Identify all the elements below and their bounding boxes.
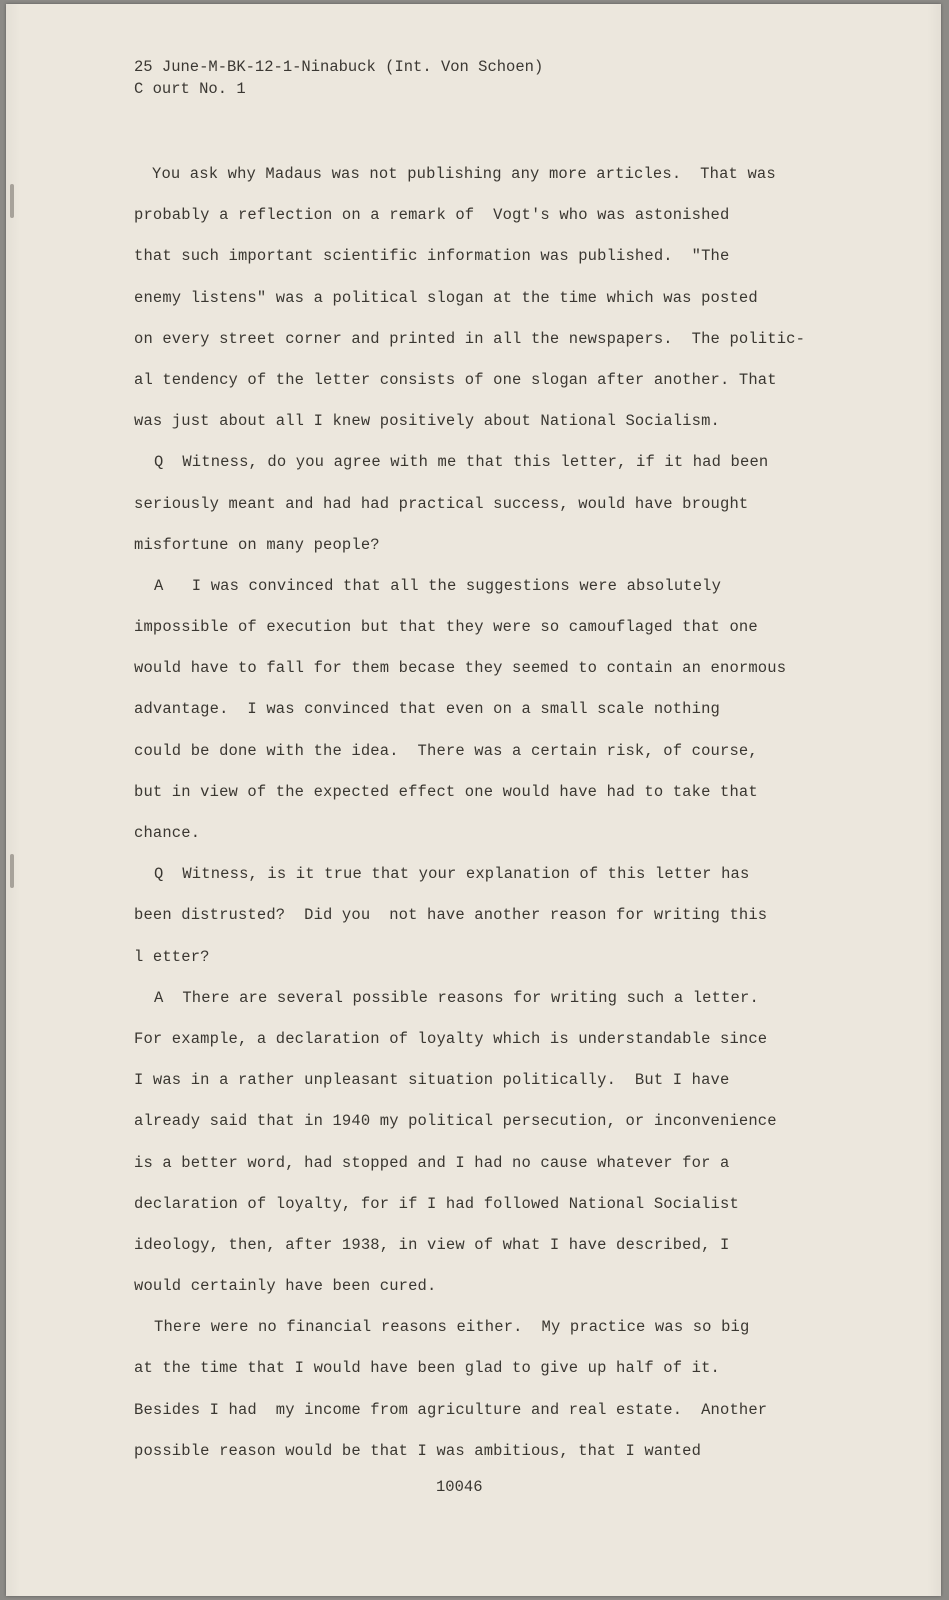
- text-line: been distrusted? Did you not have another reason for writing this: [134, 906, 768, 925]
- text-line: on every street corner and printed in all the newspapers. The politic-: [134, 329, 806, 348]
- text-line: impossible of execution but that they were so camouflaged that one: [134, 618, 758, 637]
- document-page: [6, 4, 941, 1596]
- text-line: would certainly have been cured.: [134, 1277, 437, 1296]
- text-line: is a better word, had stopped and I had no cause whatever for a: [134, 1153, 730, 1172]
- page-number: 10046: [436, 1478, 483, 1496]
- transcript-body: [134, 154, 844, 1472]
- text-line: al tendency of the letter consists of one slogan after another. That: [134, 370, 777, 389]
- text-line: possible reason would be that I was ambitious, that I wanted: [134, 1441, 702, 1460]
- text-line: could be done with the idea. There was a certain risk, of course,: [134, 741, 758, 760]
- answer-line: A I was convinced that all the suggestions were absolutely: [154, 576, 722, 595]
- punch-hole-mark: [10, 184, 14, 218]
- text-line: that such important scientific information was published. "The: [134, 247, 730, 266]
- text-line: probably a reflection on a remark of Vogt's who was astonished: [134, 206, 730, 225]
- text-line: chance.: [134, 824, 201, 842]
- text-line: You ask why Madaus was not publishing any more articles. That was: [152, 165, 776, 183]
- text-line: but in view of the expected effect one would have had to take that: [134, 782, 758, 801]
- text-line: misfortune on many people?: [134, 535, 380, 554]
- text-line: already said that in 1940 my political persecution, or inconvenience: [134, 1112, 777, 1131]
- text-line: at the time that I would have been glad to give up half of it.: [134, 1359, 720, 1378]
- text-line: enemy listens" was a political slogan at the time which was posted: [134, 288, 758, 307]
- text-line: For example, a declaration of loyalty which is understandable since: [134, 1029, 768, 1048]
- text-line: seriously meant and had had practical success, would have brought: [134, 494, 749, 513]
- question-line: Q Witness, do you agree with me that this letter, if it had been: [154, 453, 769, 472]
- text-line: There were no financial reasons either. My practice was so big: [154, 1318, 750, 1337]
- text-line: advantage. I was convinced that even on a small scale nothing: [134, 700, 720, 719]
- text-line: ideology, then, after 1938, in view of what I have described, I: [134, 1235, 730, 1254]
- punch-hole-mark: [10, 854, 14, 888]
- header-line-2: C ourt No. 1: [134, 80, 246, 98]
- text-line: was just about all I knew positively about National Socialism.: [134, 412, 720, 431]
- text-line: l etter?: [134, 947, 210, 966]
- question-line: Q Witness, is it true that your explanation of this letter has: [154, 865, 750, 884]
- text-line: would have to fall for them becase they seemed to contain an enormous: [134, 659, 787, 678]
- text-line: I was in a rather unpleasant situation politically. But I have: [134, 1071, 730, 1090]
- text-line: declaration of loyalty, for if I had followed National Socialist: [134, 1194, 739, 1213]
- header-line-1: 25 June-M-BK-12-1-Ninabuck (Int. Von Schoen): [134, 58, 544, 76]
- answer-line: A There are several possible reasons for writing such a letter.: [154, 988, 759, 1007]
- document-header: [134, 56, 543, 100]
- text-line: Besides I had my income from agriculture and real estate. Another: [134, 1400, 768, 1419]
